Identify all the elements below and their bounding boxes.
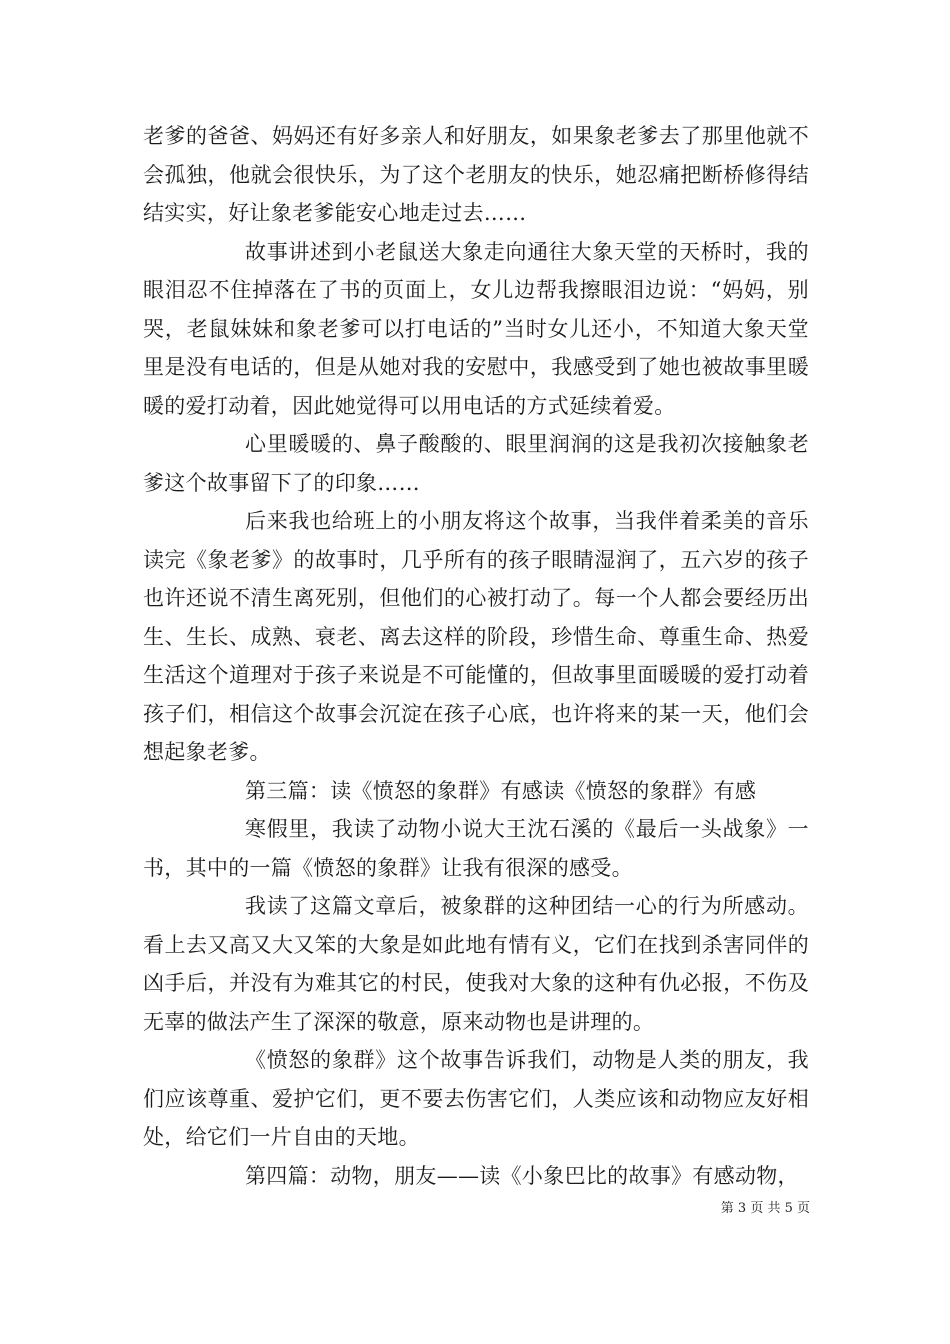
paragraph: 心里暖暖的、鼻子酸酸的、眼里润润的这是我初次接触象老爹这个故事留下了的印象…… xyxy=(143,432,809,495)
paragraph: 故事讲述到小老鼠送大象走向通往大象天堂的天桥时，我的眼泪忍不住掉落在了书的页面上，女儿边帮我擦眼泪边说：“妈妈，别哭，老鼠妹妹和象老爹可以打电话的”当时女儿还小，不知道大象天堂里是没有电话的，但是从她对我的安慰中，我感受到了她也被故事里暖暖的爱打动着，因此她觉得可以用电话的方式延续着爱。 xyxy=(143,239,809,418)
page-number: 第 3 页 共 5 页 xyxy=(720,1201,810,1216)
document-body xyxy=(143,117,809,1195)
paragraph: 我读了这篇文章后，被象群的这种团结一心的行为所感动。看上去又高又大又笨的大象是如此地有情有义，它们在找到杀害同伴的凶手后，并没有为难其它的村民，使我对大象的这种有仇必报，不伤及无辜的做法产生了深深的敬意，原来动物也是讲理的。 xyxy=(143,894,809,1034)
section-heading: 第四篇：动物，朋友——读《小象巴比的故事》有感动物， xyxy=(245,1163,799,1188)
paragraph: 寒假里，我读了动物小说大王沈石溪的《最后一头战象》一书，其中的一篇《愤怒的象群》让我有很深的感受。 xyxy=(143,817,809,880)
section-heading: 第三篇：读《愤怒的象群》有感读《愤怒的象群》有感 xyxy=(245,778,757,803)
paragraph-continuation: 老爹的爸爸、妈妈还有好多亲人和好朋友，如果象老爹去了那里他就不会孤独，他就会很快乐，为了这个老朋友的快乐，她忍痛把断桥修得结结实实，好让象老爹能安心地走过去…… xyxy=(143,124,809,225)
paragraph: 《愤怒的象群》这个故事告诉我们，动物是人类的朋友，我们应该尊重、爱护它们，更不要去伤害它们，人类应该和动物应友好相处，给它们一片自由的天地。 xyxy=(143,1048,809,1149)
paragraph: 后来我也给班上的小朋友将这个故事，当我伴着柔美的音乐读完《象老爹》的故事时，几乎所有的孩子眼睛湿润了，五六岁的孩子也许还说不清生离死别，但他们的心被打动了。每一个人都会要经历出生、生长、成熟、衰老、离去这样的阶段，珍惜生命、尊重生命、热爱生活这个道理对于孩子来说是不可能懂的，但故事里面暖暖的爱打动着孩子们，相信这个故事会沉淀在孩子心底，也许将来的某一天，他们会想起象老爹。 xyxy=(143,509,809,764)
